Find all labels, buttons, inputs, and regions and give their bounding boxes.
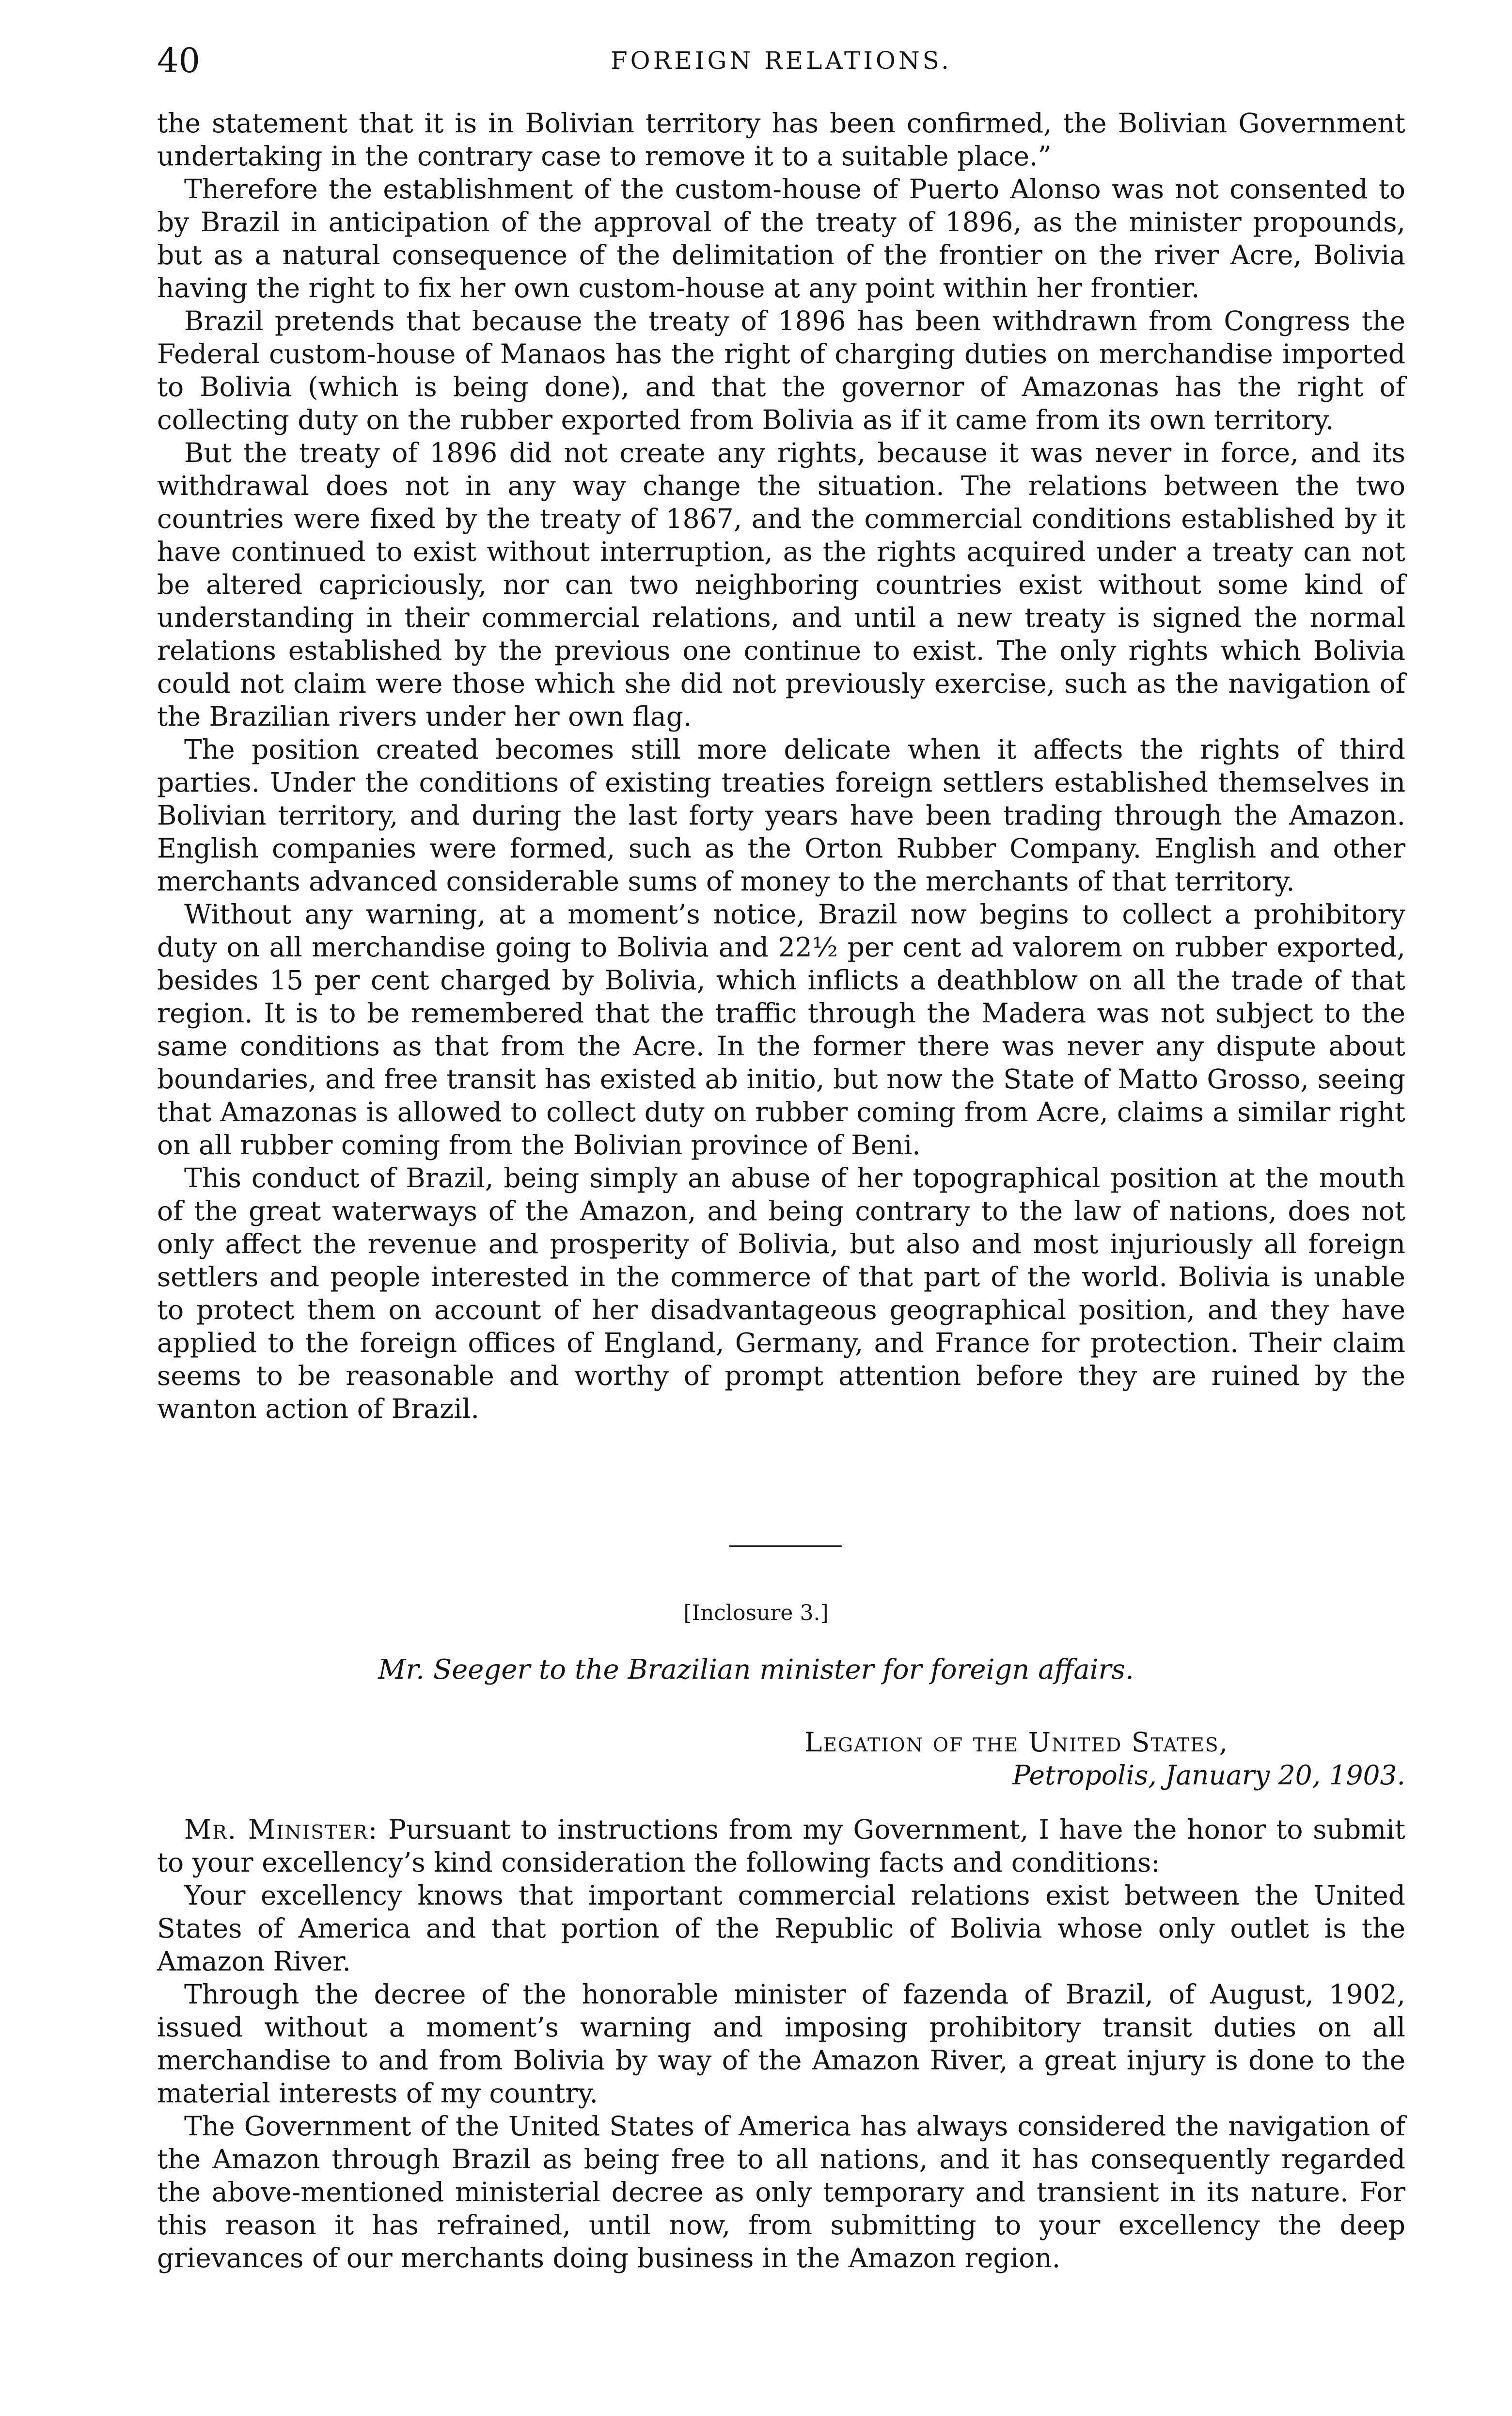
- inclosure-label: [Inclosure 3.]: [683, 1601, 829, 1625]
- page-header: [157, 34, 1405, 87]
- letter-opening: [157, 1813, 1405, 1879]
- paragraph: Without any warning, at a moment’s notice, Brazil now begins to collect a prohibitory duty on all merchandise going to Bolivia and 22½ per cent ad valorem on rubber exported, besides 15 per cent charged by Bolivia, which inflicts a deathblow on all the trade of that region. It is to be remembered that the traffic through the Madera was not subject to the same conditions as that from the Acre. In the former there was never any dispute about boundaries, and free transit has existed ab initio, but now the State of Matto Grosso, seeing that Amazonas is allowed to collect duty on rubber coming from Acre, claims a similar right on all rubber coming from the Bolivian province of Beni.: [157, 899, 1405, 1160]
- body-text: [157, 107, 1405, 1425]
- paragraph: The position created becomes still more delicate when it affects the rights of third parties. Under the conditions of existing treaties foreign settlers established themselves in Bolivian territory, and during the last forty years have been trading through the Amazon. English companies were formed, such as the Orton Rubber Company. English and other merchants advanced considerable sums of money to the merchants of that territory.: [157, 734, 1405, 897]
- salutation: Mr. Minister:: [184, 1814, 378, 1845]
- letter-paragraph: The Government of the United States of America has always considered the navigation of the Amazon through Brazil as being free to all nations, and it has consequently regarded the above-mentioned ministerial decree as only temporary and transient in its nature. For this reason it has refrained, until now, from submitting to your excellency the deep grievances of our merchants doing business in the Amazon region.: [157, 2111, 1405, 2273]
- section-divider: [729, 1545, 842, 1547]
- paragraph: Brazil pretends that because the treaty of 1896 has been withdrawn from Congress the Federal custom-house of Manaos has the right of charging duties on merchandise imported to Bolivia (which is being done), and that the governor of Amazonas has the right of collecting duty on the rubber exported from Bolivia as if it came from its own territory.: [157, 305, 1405, 435]
- letter-paragraph: Through the decree of the honorable minister of fazenda of Brazil, of August, 1902, issued without a moment’s warning and imposing prohibitory transit duties on all merchandise to and from Bolivia by way of the Amazon River, a great injury is done to the material interests of my country.: [157, 1979, 1405, 2109]
- paragraph: But the treaty of 1896 did not create any rights, because it was never in force, and its withdrawal does not in any way change the situation. The relations between the two countries were fixed by the treaty of 1867, and the commercial conditions established by it have continued to exist without interruption, as the rights acquired under a treaty can not be altered capriciously, nor can two neighboring countries exist without some kind of understanding in their commercial relations, and until a new treaty is signed the normal relations established by the previous one continue to exist. The only rights which Bolivia could not claim were those which she did not previously exercise, such as the navigation of the Brazilian rivers under her own flag.: [157, 437, 1405, 732]
- letter-dateline: [804, 1726, 1405, 1792]
- paragraph: Therefore the establishment of the custom-house of Puerto Alonso was not consented to by Brazil in anticipation of the approval of the treaty of 1896, as the minister propounds, but as a natural consequence of the delimitation of the frontier on the river Acre, Bolivia having the right to fix her own custom-house at any point within her frontier.: [157, 174, 1405, 303]
- letter-paragraph: Your excellency knows that important commercial relations exist between the United States of America and that portion of the Republic of Bolivia whose only outlet is the Amazon River.: [157, 1880, 1405, 1977]
- letter-date: Petropolis, January 20, 1903.: [1012, 1760, 1405, 1791]
- letter-body: [157, 1813, 1405, 2274]
- paragraph: the statement that it is in Bolivian territory has been confirmed, the Bolivian Government undertaking in the contrary case to remove it to a suitable place.”: [157, 108, 1405, 172]
- running-head: FOREIGN RELATIONS.: [610, 47, 952, 75]
- opening-text: Pursuant to instructions from my Government, I have the honor to submit to your excellency’s kind consideration the following facts and conditions:: [157, 1814, 1405, 1878]
- letter-sender: Legation of the United States,: [804, 1727, 1229, 1758]
- page-number: 40: [157, 41, 201, 80]
- letter-title: Mr. Seeger to the Brazilian minister for foreign affairs.: [378, 1654, 1134, 1685]
- paragraph: This conduct of Brazil, being simply an abuse of her topographical position at the mouth of the great waterways of the Amazon, and being contrary to the law of nations, does not only affect the revenue and prosperity of Bolivia, but also and most injuriously all foreign settlers and people interested in the commerce of that part of the world. Bolivia is unable to protect them on account of her disadvantageous geographical position, and they have applied to the foreign offices of England, Germany, and France for protection. Their claim seems to be reasonable and worthy of prompt attention before they are ruined by the wanton action of Brazil.: [157, 1162, 1405, 1424]
